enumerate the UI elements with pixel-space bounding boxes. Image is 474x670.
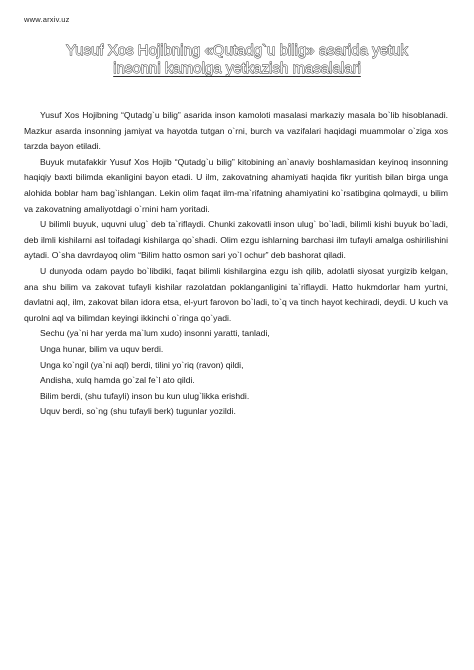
document-title: [24, 42, 450, 78]
verse-line: Unga ko`ngil (ya`ni aql) berdi, tilini yo`riq (ravon) qildi,: [40, 359, 244, 370]
verse-line: Sechu (ya`ni har yerda ma`lum xudo) insonni yaratti, tanladi,: [40, 328, 270, 339]
paragraph: Buyuk mutafakkir Yusuf Xos Hojib “Qutadg`u bilig” kitobining an`anaviy boshlamasidan keyinoq insonning haqiqiy baxti bilimda ekanligini bayon etadi. U ilm, zakovatning ahamiyati haqida fikr yuritish bilan birga unga alohida boblar ham bag`ishlangan. Lekin olim faqat ilm-ma`rifatning ahamiyatini ko`rsatibgina qolmaydi, u bilim va zakovatning amaliyotdagi o`rnini ham yoritadi.: [24, 156, 448, 214]
verse-line: Bilim berdi, (shu tufayli) inson bu kun ulug`likka erishdi.: [40, 390, 250, 401]
paragraph: U dunyoda odam paydo bo`libdiki, faqat bilimli kishilargina ezgu ish qilib, adolatli siyosat yurgizib kelgan, ana shu bilim va zakovat tufayli kishilar razolatdan poklanganligini ta`riflaydi. Hatto hukmdorlar ham yurtni, davlatni aql, ilm, zakovat bilan idora etsa, el-yurt farovon bo`ladi, to`q va tinch hayot kechiradi, deydi. U kuch va qurolni aql va bilimdan keyingi ikkinchi o`ringa qo`yadi.: [24, 265, 448, 323]
title-line-2: insonni kamolga yetkazish masalalari: [113, 60, 361, 77]
site-label: www.arxiv.uz: [24, 15, 70, 24]
paragraph: U bilimli buyuk, uquvni ulug` deb ta`riflaydi. Chunki zakovatli inson ulug` bo`ladi, bilimli kishi buyuk bo`ladi, deb ilmli kishilarni asl toifadagi kishilarga qo`shadi. Olim ezgu ishlarning barchasi ilm tufayli amalga oshirilishini aytadi. O`sha davrdayoq olim “Bilim hatto osmon sari yo`l ochur” deb bashorat qiladi.: [24, 219, 448, 261]
document-body: [24, 108, 448, 420]
paragraph: Yusuf Xos Hojibning “Qutadg`u bilig” asarida inson kamoloti masalasi markaziy masala bo`lib hisoblanadi. Mazkur asarda insonning jamiyat va hayotda tutgan o`rni, burch va vazifalari haqidagi muammolar o`ziga xos tarzda bayon etiladi.: [24, 110, 448, 152]
verse-line: Unga hunar, bilim va uquv berdi.: [40, 343, 164, 354]
verse-line: Uquv berdi, so`ng (shu tufayli berk) tugunlar yozildi.: [40, 406, 236, 417]
title-line-1: Yusuf Xos Hojibning «Qutadg`u bilig» asarida yetuk: [66, 42, 408, 59]
verse-line: Andisha, xulq hamda go`zal fe`l ato qildi.: [40, 375, 195, 386]
